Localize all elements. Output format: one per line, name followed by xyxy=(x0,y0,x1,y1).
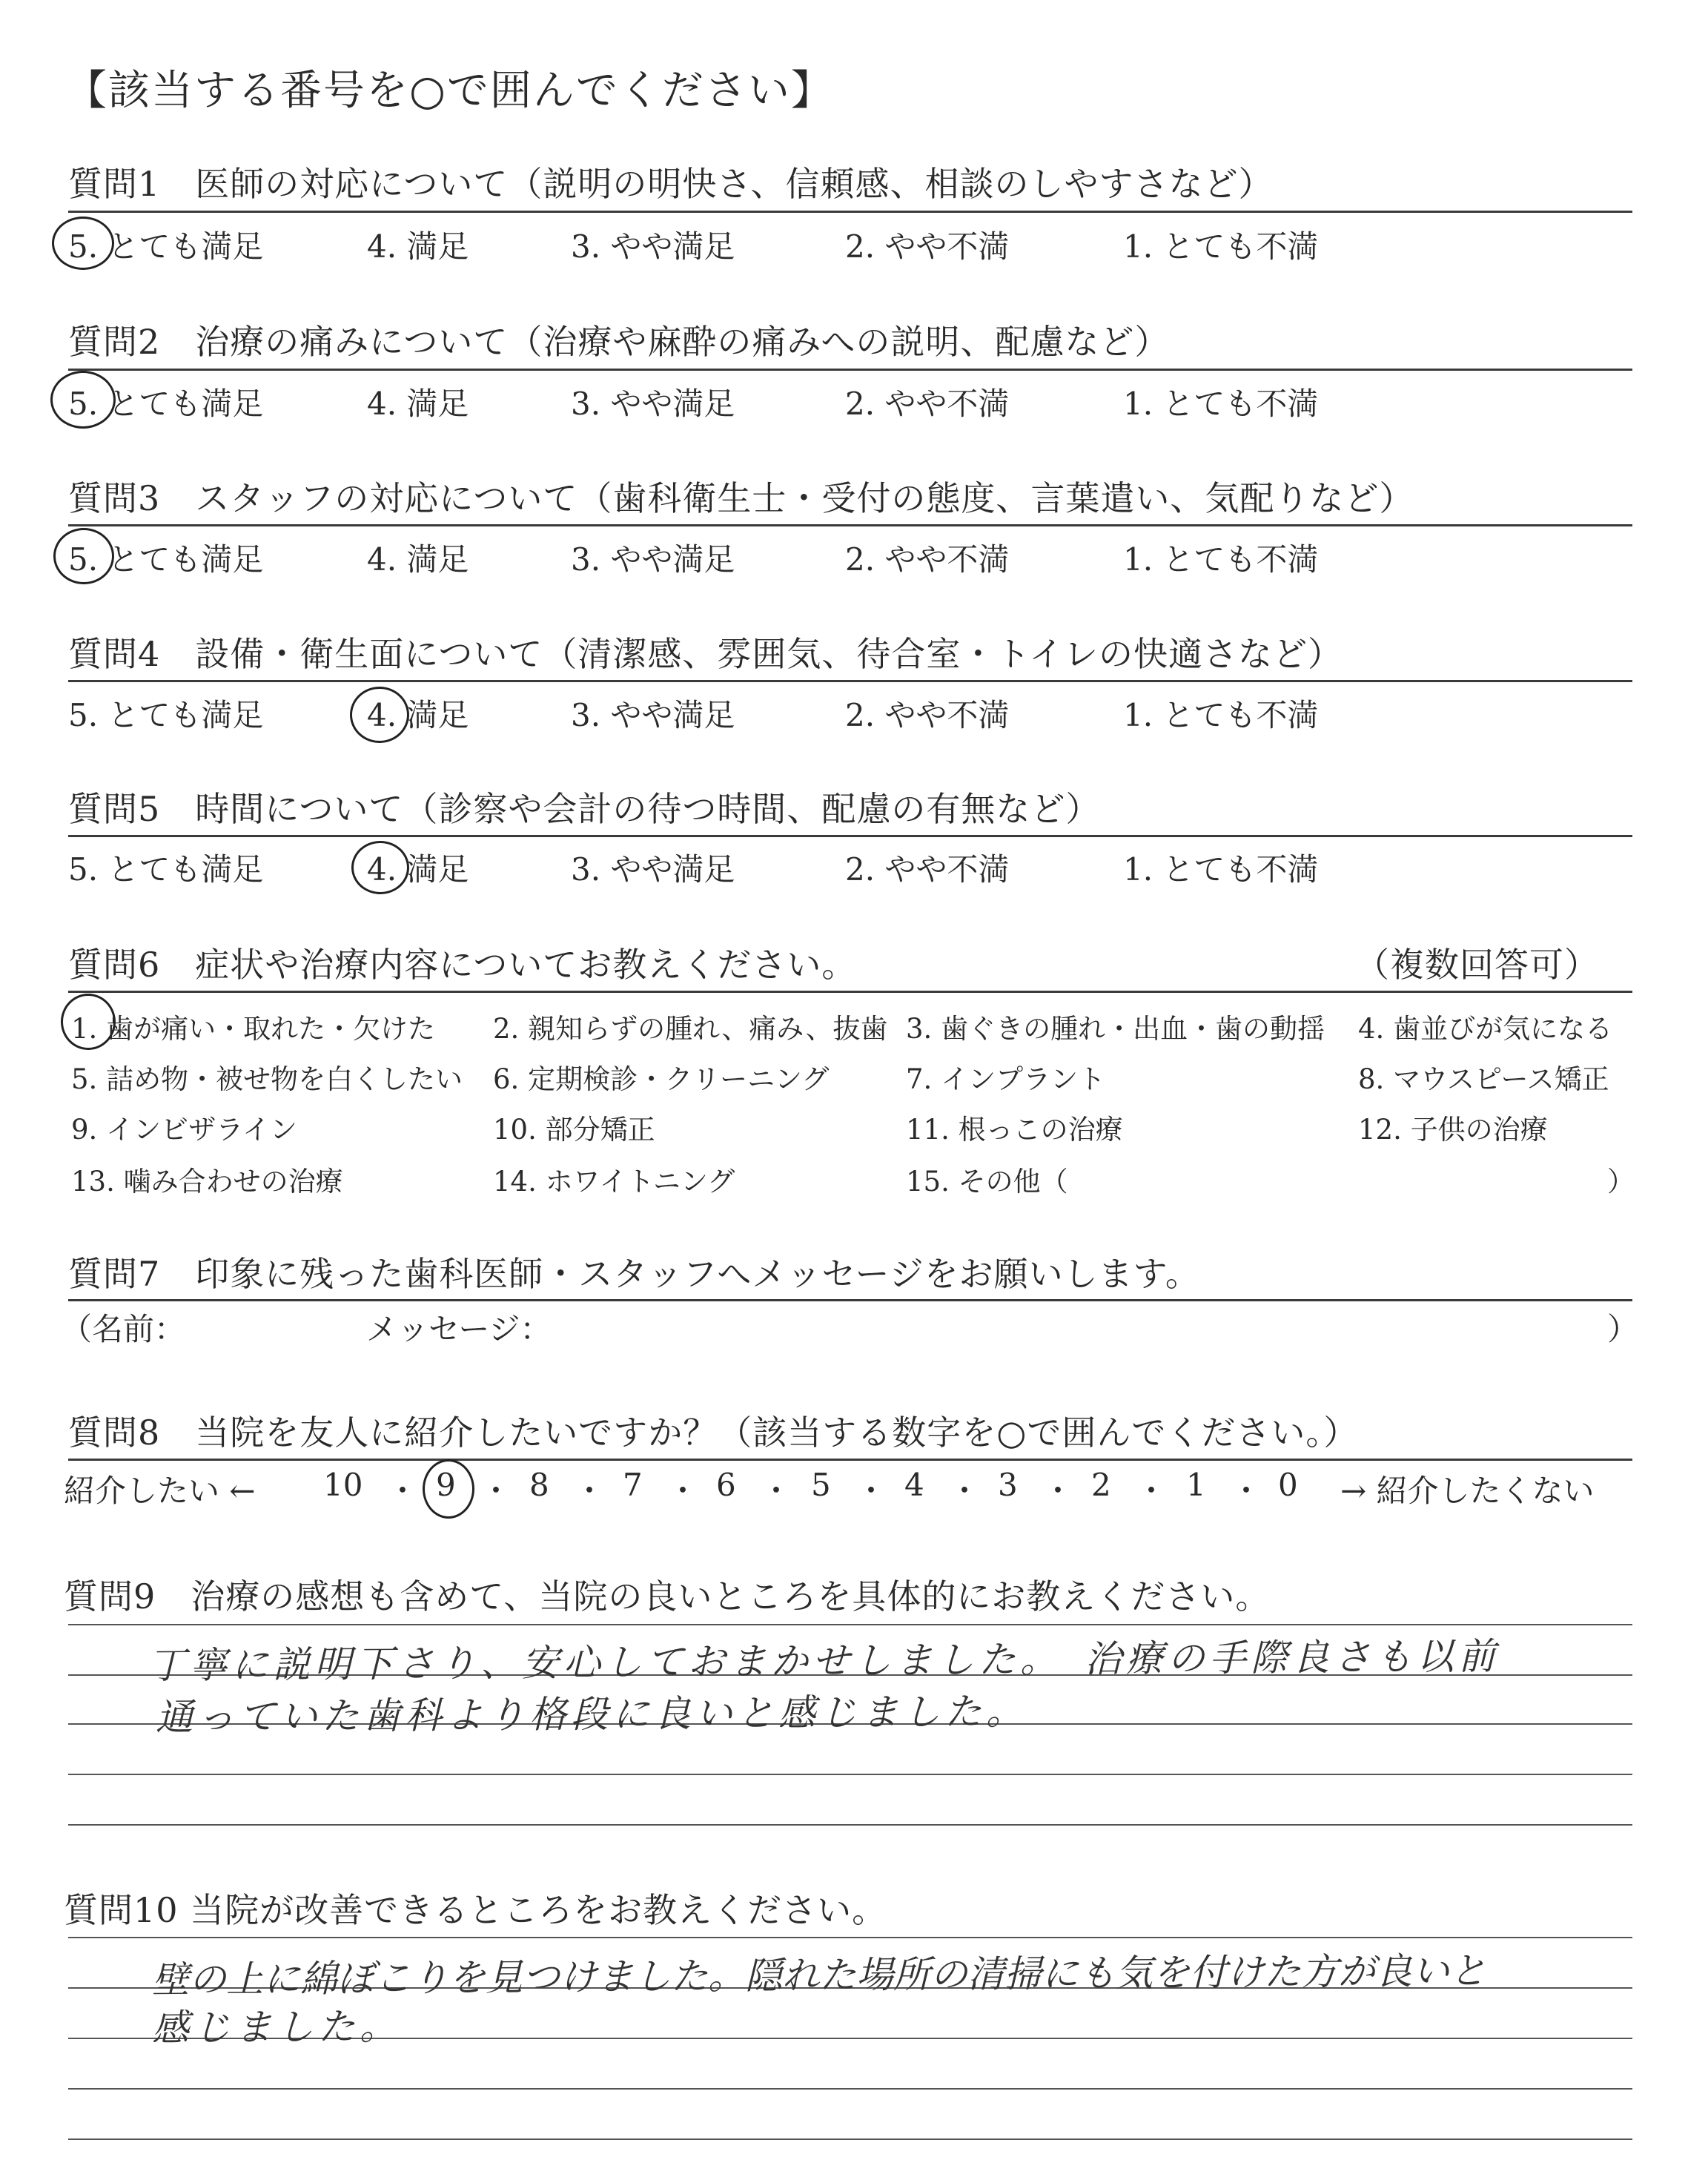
q8-scale-sep: ・ xyxy=(761,1473,792,1509)
q6-selection-circle xyxy=(61,994,116,1050)
q6-item-10[interactable]: 10. 部分矯正 xyxy=(493,1114,655,1146)
q1-option-3[interactable]: 3. やや満足 xyxy=(571,228,735,265)
q6-item-5[interactable]: 5. 詰め物・被せ物を白くしたい xyxy=(71,1063,463,1095)
q4-option-2[interactable]: 2. やや不満 xyxy=(845,697,1010,733)
q9-title: 質問9 治療の感想も含めて、当院の良いところを具体的にお教えください。 xyxy=(64,1576,1271,1616)
q6-other-close-paren: ） xyxy=(1607,1166,1635,1198)
q6-item-14[interactable]: 14. ホワイトニング xyxy=(493,1166,735,1198)
q6-item-7[interactable]: 7. インプラント xyxy=(906,1063,1106,1095)
q5-option-1[interactable]: 1. とても不満 xyxy=(1123,851,1319,888)
q6-item-3[interactable]: 3. 歯ぐきの腫れ・出血・歯の動揺 xyxy=(906,1013,1325,1045)
q10-handwritten-answer-line-2: 感じました。 xyxy=(151,2004,402,2050)
q10-handwritten-answer-line-1: 壁の上に綿ぼこりを見つけました。隠れた場所の清掃にも気を付けた方が良いと xyxy=(151,1949,1487,2002)
q8-scale-5[interactable]: 5 xyxy=(811,1467,831,1503)
q6-item-9[interactable]: 9. インビザライン xyxy=(71,1114,297,1146)
q4-option-1[interactable]: 1. とても不満 xyxy=(1123,697,1319,733)
q5-option-4[interactable]: 4. 満足 xyxy=(367,851,469,888)
q4-title: 質問4 設備・衛生面について（清潔感、雰囲気、待合室・トイレの快適さなど） xyxy=(68,634,1343,674)
q6-item-12[interactable]: 12. 子供の治療 xyxy=(1358,1114,1548,1146)
q1-selection-circle xyxy=(52,217,114,270)
q8-divider xyxy=(68,1459,1632,1461)
q8-scale-sep: ・ xyxy=(855,1473,887,1509)
q4-option-4[interactable]: 4. 満足 xyxy=(367,697,469,733)
q3-option-3[interactable]: 3. やや満足 xyxy=(571,541,735,578)
q3-option-2[interactable]: 2. やや不満 xyxy=(845,541,1010,578)
q6-item-2[interactable]: 2. 親知らずの腫れ、痛み、抜歯 xyxy=(493,1013,888,1045)
q8-left-label: 紹介したい ← xyxy=(64,1473,256,1509)
q7-message-label: メッセージ： xyxy=(366,1311,552,1347)
q9-handwritten-answer-line-2: 通っていた歯科より格段に良いと感じました。 xyxy=(155,1689,1028,1740)
q9-handwritten-answer-line-1: 丁寧に説明下さり、安心しておまかせしました。 治療の手際良さも以前 xyxy=(148,1634,1500,1688)
q6-item-4[interactable]: 4. 歯並びが気になる xyxy=(1358,1013,1613,1045)
q7-title: 質問7 印象に残った歯科医師・スタッフへメッセージをお願いします。 xyxy=(68,1254,1200,1294)
q6-divider xyxy=(68,991,1632,993)
q5-title: 質問5 時間について（診察や会計の待つ時間、配慮の有無など） xyxy=(68,789,1101,829)
q2-option-4[interactable]: 4. 満足 xyxy=(367,386,469,422)
q8-scale-4[interactable]: 4 xyxy=(904,1467,924,1503)
q8-scale-1[interactable]: 1 xyxy=(1186,1467,1206,1503)
q7-close-paren: ） xyxy=(1607,1311,1639,1347)
q8-scale-sep: ・ xyxy=(480,1473,512,1509)
q3-divider xyxy=(68,524,1632,526)
q8-scale-sep: ・ xyxy=(667,1473,699,1509)
q2-divider xyxy=(68,369,1632,371)
q8-scale-6[interactable]: 6 xyxy=(716,1467,736,1503)
q6-item-8[interactable]: 8. マウスピース矯正 xyxy=(1358,1063,1609,1095)
q3-option-4[interactable]: 4. 満足 xyxy=(367,541,469,578)
q8-scale-9[interactable]: 9 xyxy=(436,1467,456,1503)
q8-scale-3[interactable]: 3 xyxy=(998,1467,1018,1503)
q2-title: 質問2 治療の痛みについて（治療や麻酔の痛みへの説明、配慮など） xyxy=(68,322,1170,362)
q9-answer-rule-5 xyxy=(68,1824,1632,1826)
q1-option-4[interactable]: 4. 満足 xyxy=(367,228,469,265)
q4-divider xyxy=(68,680,1632,682)
q2-option-5[interactable]: 5. とても満足 xyxy=(68,386,264,422)
q6-item-15[interactable]: 15. その他（ xyxy=(906,1166,1068,1198)
q5-option-2[interactable]: 2. やや不満 xyxy=(845,851,1010,888)
q8-scale-2[interactable]: 2 xyxy=(1091,1467,1111,1503)
q4-option-3[interactable]: 3. やや満足 xyxy=(571,697,735,733)
q7-divider xyxy=(68,1299,1632,1301)
form-heading: 【該当する番号を○で囲んでください】 xyxy=(65,67,834,115)
q8-scale-0[interactable]: 0 xyxy=(1278,1467,1298,1503)
q9-answer-rule-1 xyxy=(68,1624,1632,1625)
q1-title: 質問1 医師の対応について（説明の明快さ、信頼感、相談のしやすさなど） xyxy=(68,164,1274,204)
q10-title: 質問10 当院が改善できるところをお教えください。 xyxy=(64,1890,887,1930)
q6-title: 質問6 症状や治療内容についてお教えください。 xyxy=(68,945,857,985)
q8-title: 質問8 当院を友人に紹介したいですか？（該当する数字を○で囲んでください。） xyxy=(68,1413,1359,1453)
q5-option-5[interactable]: 5. とても満足 xyxy=(68,851,264,888)
q8-scale-sep: ・ xyxy=(574,1473,606,1509)
q8-selection-circle xyxy=(423,1459,474,1519)
q4-option-5[interactable]: 5. とても満足 xyxy=(68,697,264,733)
q8-scale-10[interactable]: 10 xyxy=(323,1467,363,1503)
q2-option-2[interactable]: 2. やや不満 xyxy=(845,386,1010,422)
q1-option-1[interactable]: 1. とても不満 xyxy=(1123,228,1319,265)
q8-scale-sep: ・ xyxy=(387,1473,419,1509)
q9-answer-rule-4 xyxy=(68,1774,1632,1775)
q8-scale-sep: ・ xyxy=(1136,1473,1168,1509)
q8-scale-7[interactable]: 7 xyxy=(623,1467,643,1503)
q6-item-1[interactable]: 1. 歯が痛い・取れた・欠けた xyxy=(71,1013,436,1045)
q8-scale-sep: ・ xyxy=(949,1473,981,1509)
q1-option-5[interactable]: 5. とても満足 xyxy=(68,228,264,265)
q1-option-2[interactable]: 2. やや不満 xyxy=(845,228,1010,265)
q6-item-13[interactable]: 13. 噛み合わせの治療 xyxy=(71,1166,343,1198)
q8-scale-sep: ・ xyxy=(1231,1473,1262,1509)
q3-option-5[interactable]: 5. とても満足 xyxy=(68,541,264,578)
q5-selection-circle xyxy=(351,841,409,894)
q10-answer-rule-4 xyxy=(68,2088,1632,2090)
q3-option-1[interactable]: 1. とても不満 xyxy=(1123,541,1319,578)
q7-name-label: （名前： xyxy=(61,1311,186,1347)
q2-option-3[interactable]: 3. やや満足 xyxy=(571,386,735,422)
q2-selection-circle xyxy=(50,371,116,429)
q6-item-11[interactable]: 11. 根っこの治療 xyxy=(906,1114,1123,1146)
q3-title: 質問3 スタッフの対応について（歯科衛生士・受付の態度、言葉遣い、気配りなど） xyxy=(68,478,1414,518)
q10-answer-rule-1 xyxy=(68,1937,1632,1938)
q8-scale-8[interactable]: 8 xyxy=(529,1467,549,1503)
q10-answer-rule-5 xyxy=(68,2138,1632,2140)
q1-divider xyxy=(68,211,1632,213)
q6-multiple-answers-note: （複数回答可） xyxy=(1355,945,1599,985)
q4-selection-circle xyxy=(350,687,409,743)
q5-divider xyxy=(68,835,1632,837)
q6-item-6[interactable]: 6. 定期検診・クリーニング xyxy=(493,1063,830,1095)
q2-option-1[interactable]: 1. とても不満 xyxy=(1123,386,1319,422)
q5-option-3[interactable]: 3. やや満足 xyxy=(571,851,735,888)
q8-right-label: → 紹介したくない xyxy=(1340,1473,1595,1509)
q3-selection-circle xyxy=(53,528,114,584)
q8-scale-sep: ・ xyxy=(1042,1473,1074,1509)
